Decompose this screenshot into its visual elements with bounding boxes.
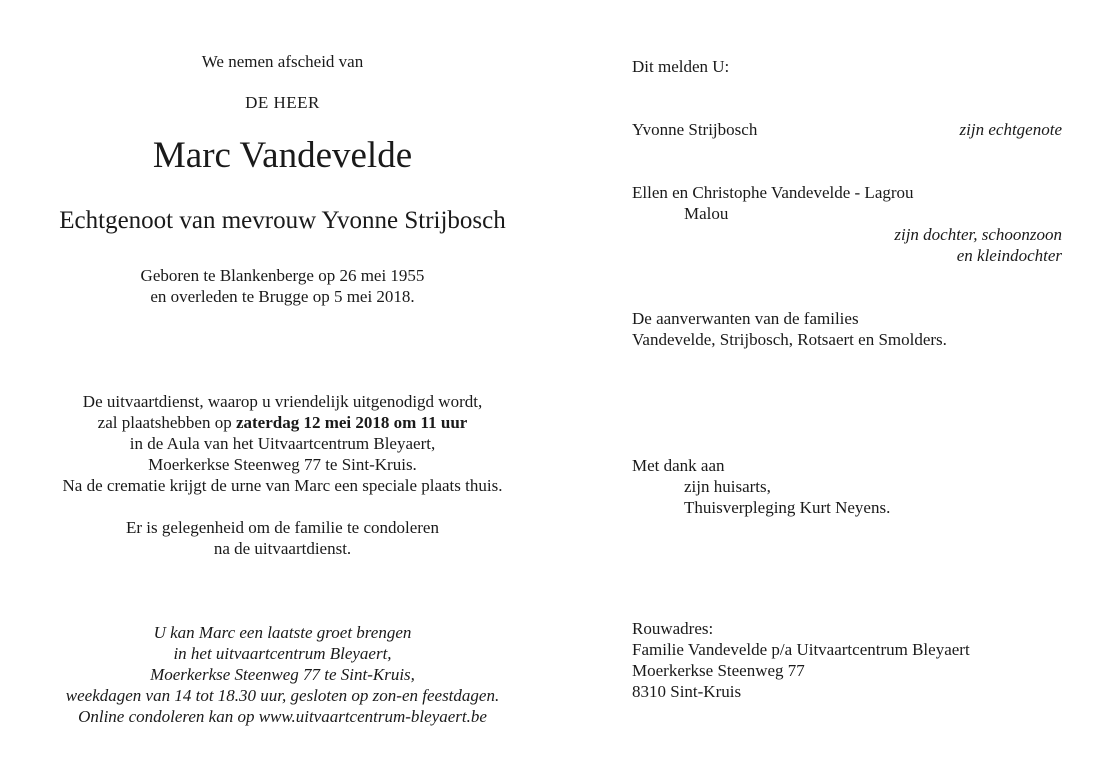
birth-death-block <box>30 265 535 307</box>
mourning-address-block <box>632 618 1062 702</box>
address-line-1: Familie Vandevelde p/a Uitvaartcentrum Bleyaert <box>632 640 970 659</box>
funeral-service-block <box>30 391 535 496</box>
visitation-block <box>30 622 535 727</box>
thanks-block <box>632 455 1062 518</box>
spouse-row <box>632 119 1062 140</box>
honorific-title: DE HEER <box>245 93 320 112</box>
visit-line-2: in het uitvaartcentrum Bleyaert, <box>173 644 392 663</box>
intro-text: We nemen afscheid van <box>201 52 364 71</box>
address-line-2: Moerkerkse Steenweg 77 <box>632 661 805 680</box>
service-line-1: De uitvaartdienst, waarop u vriendelijk uitgenodigd wordt, <box>82 392 483 411</box>
spouse-line: Echtgenoot van mevrouw Yvonne Strijbosch <box>59 207 506 234</box>
service-date-time: zaterdag 12 mei 2018 om 11 uur <box>235 413 468 432</box>
service-line-4: Moerkerkse Steenweg 77 te Sint-Kruis. <box>148 455 417 474</box>
visit-line-3: Moerkerkse Steenweg 77 te Sint-Kruis, <box>150 665 415 684</box>
death-line: en overleden te Brugge op 5 mei 2018. <box>150 287 415 306</box>
spouse-relation: zijn echtgenote <box>959 120 1062 139</box>
announce-heading: Dit melden U: <box>632 57 730 76</box>
service-line-2 <box>30 412 535 433</box>
thanks-line-1: zijn huisarts, <box>684 477 771 496</box>
thanks-title: Met dank aan <box>632 456 725 475</box>
granddaughter-name: Malou <box>684 204 729 223</box>
condole-line-1: Er is gelegenheid om de familie te condoleren <box>126 518 439 537</box>
condolence-block <box>30 517 535 559</box>
visit-line-1: U kan Marc een laatste groet brengen <box>153 623 412 642</box>
condole-line-2: na de uitvaartdienst. <box>213 539 352 558</box>
address-title: Rouwadres: <box>632 619 714 638</box>
address-line-3: 8310 Sint-Kruis <box>632 682 742 701</box>
deceased-name: Marc Vandevelde <box>152 135 413 176</box>
families-line-2: Vandevelde, Strijbosch, Rotsaert en Smolders. <box>632 330 947 349</box>
visit-line-4: weekdagen van 14 tot 18.30 uur, gesloten op zon-en feestdagen. <box>65 686 500 705</box>
spouse-name: Yvonne Strijbosch <box>632 120 758 139</box>
daughter-block <box>632 182 1062 266</box>
families-block <box>632 308 1062 350</box>
visit-line-5: Online condoleren kan op www.uitvaartcentrum-bleyaert.be <box>78 707 487 726</box>
daughter-names: Ellen en Christophe Vandevelde - Lagrou <box>632 183 914 202</box>
daughter-relation-1: zijn dochter, schoonzoon <box>894 225 1062 244</box>
families-line-1: De aanverwanten van de families <box>632 309 859 328</box>
birth-line: Geboren te Blankenberge op 26 mei 1955 <box>140 266 425 285</box>
service-prefix: zal plaatshebben op <box>97 413 236 432</box>
service-line-5: Na de crematie krijgt de urne van Marc een speciale plaats thuis. <box>62 476 503 495</box>
daughter-relation-2: en kleindochter <box>956 246 1062 265</box>
thanks-line-2: Thuisverpleging Kurt Neyens. <box>684 498 891 517</box>
service-line-3: in de Aula van het Uitvaartcentrum Bleyaert, <box>129 434 436 453</box>
